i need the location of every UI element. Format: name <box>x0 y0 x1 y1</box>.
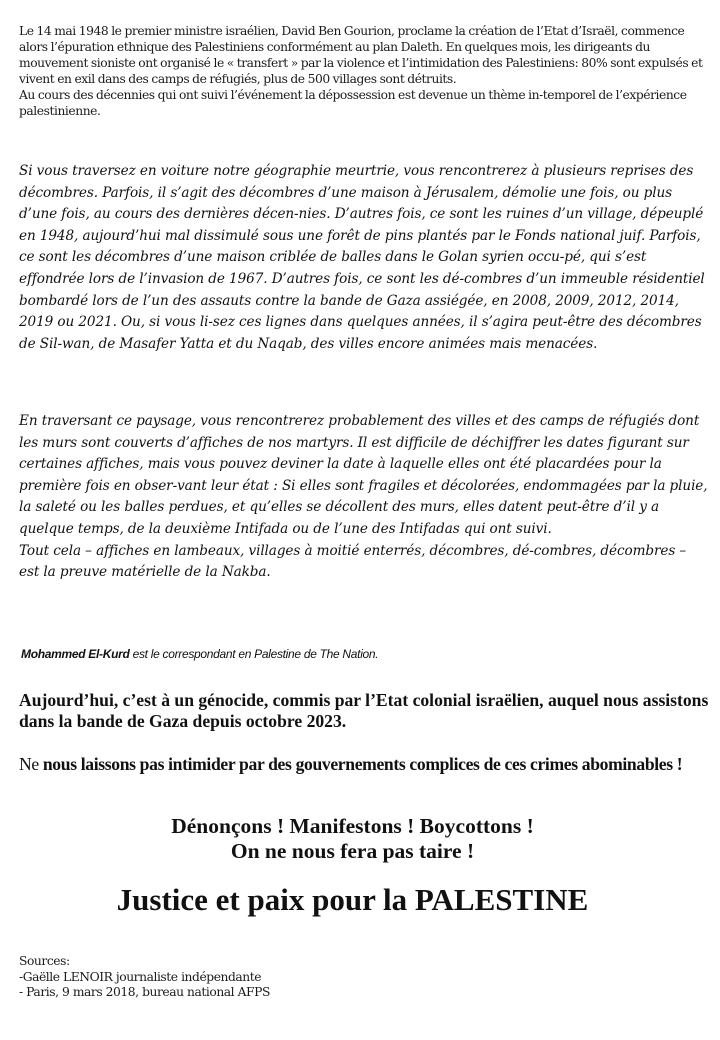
sources-label: Sources: <box>19 954 70 968</box>
intimidation-statement <box>19 754 709 775</box>
genocide-statement: Aujourd’hui, c’est à un génocide, commis par l’Etat colonial israëlien, auquel nous assistons dans la bande de Gaza depuis octobre 2023. <box>19 690 709 731</box>
source-item: -Gaëlle LENOIR journaliste indépendante <box>19 969 262 984</box>
call-to-action <box>0 814 705 864</box>
intro-section <box>19 24 709 119</box>
source-item: - Paris, 9 mars 2018, bureau national AFPS <box>19 985 270 999</box>
call-line-2: On ne nous fera pas taire ! <box>230 839 475 863</box>
sources-section <box>19 954 519 1001</box>
quote-section-rubble <box>19 161 709 355</box>
author-name: Mohammed El-Kurd <box>21 647 130 661</box>
quote-paragraph: Si vous traversez en voiture notre géographie meurtrie, vous rencontrerez à plusieurs reprises des décombres. Parfois, il s’agit des décombres d’une maison à Jérusalem, démolie une fois, ou plus d’une fois, au cours des dernières décen-nies. D’autres fois, ce sont les ruines d’un village, dépeuplé en 1948, aujourd’hui mal dissimulé sous une forêt de pins plantés par le Fonds national juif. Parfois, ce sont les décombres d’une maison criblée de balles dans le Golan syrien occu-pé, qui s’est effondrée lors de l’invasion de 1967. D’autres fois, ce sont les dé-combres d’un immeuble résidentiel bombardé lors de l’un des assauts contre la bande de Gaza assiégée, en 2008, 2009, 2012, 2014, 2019 ou 2021. Ou, si vous li-sez ces lignes dans quelques années, il s’agira peut-être des décombres de Sil-wan, de Masafer Yatta et du Naqab, des villes encore animées mais menacées. <box>19 163 705 352</box>
intro-paragraph: Au cours des décennies qui ont suivi l’événement la dépossession est devenue un thème in-temporel de l’expérience palestinienne. <box>19 87 687 118</box>
intimidation-text: nous laissons pas intimider par des gouvernements complices de ces crimes abominables ! <box>38 754 683 774</box>
intro-paragraph: Le 14 mai 1948 le premier ministre israélien, David Ben Gourion, proclame la création de l’Etat d’Israël, commence alors l’épuration ethnique des Palestiniens conformément au plan Daleth. En quelques mois, les dirigeants du mouvement sioniste ont organisé le « transfert » par la violence et l’intimidation des Palestiniens: 80% sont expulsés et vivent en exil dans des camps de réfugiés, plus de 500 villages sont détruits. <box>19 24 703 86</box>
quote-paragraph: Tout cela – affiches en lambeaux, villages à moitié enterrés, décombres, dé-combres, décombres – est la preuve matérielle de la Nakba. <box>19 542 687 581</box>
headline: Justice et paix pour la PALESTINE <box>116 882 589 917</box>
call-line-1: Dénonçons ! Manifestons ! Boycottons ! <box>171 814 534 838</box>
author-description: est le correspondant en Palestine de The Nation. <box>129 647 379 661</box>
quote-section-posters <box>19 411 709 584</box>
quote-paragraph: En traversant ce paysage, vous rencontrerez probablement des villes et des camps de réfugiés dont les murs sont couverts d’affiches de nos martyrs. Il est difficile de déchiffrer les dates figurant sur certaines affiches, mais vous pouvez deviner la date à laquelle elles ont été placardées pour la première fois en obser-vant leur état : Si elles sont fragiles et décolorées, endommagées par la pluie, la saleté ou les balles perdues, et qu’elles se décollent des murs, elles datent peut-être d’il y a quelque temps, de la deuxième Intifada ou de l’une des Intifadas qui ont suivi. <box>19 413 708 537</box>
intimidation-prefix: Ne <box>19 754 39 774</box>
author-signature <box>21 647 378 661</box>
